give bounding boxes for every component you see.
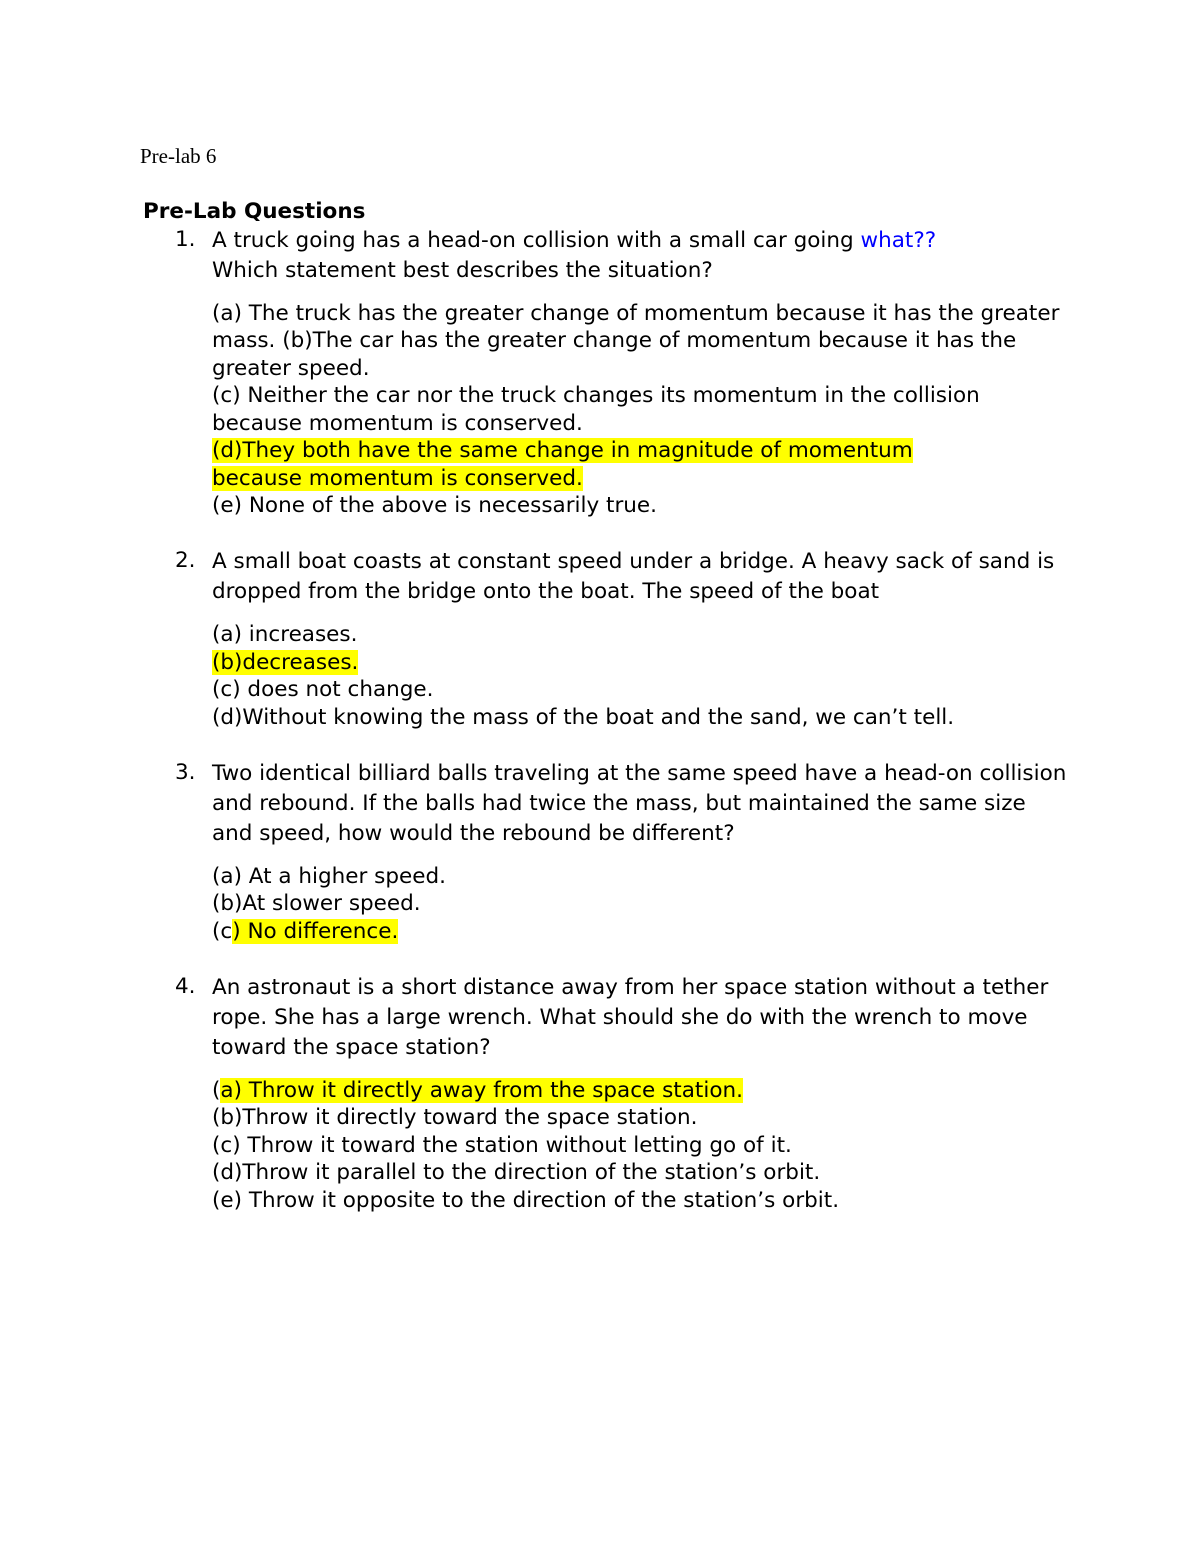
question-1 xyxy=(143,226,1073,520)
option-a-correct xyxy=(212,1077,1073,1105)
question-2 xyxy=(143,547,1073,731)
option-d-correct xyxy=(212,437,1073,492)
inline-comment-link: what?? xyxy=(860,227,937,253)
answer-options xyxy=(212,300,1073,520)
highlighted-answer-cont: because momentum is conserved. xyxy=(212,465,583,491)
option-e: (e) Throw it opposite to the direction of the station’s orbit. xyxy=(212,1187,840,1213)
option-c: (c) Throw it toward the station without letting go of it. xyxy=(212,1132,792,1158)
option-b: (b)At slower speed. xyxy=(212,891,421,916)
stem-text-2: Which statement best describes the situation? xyxy=(212,257,713,283)
highlighted-answer: (d)They both have the same change in magnitude of momentum xyxy=(212,438,913,463)
option-a: (a) At a higher speed. xyxy=(212,863,446,889)
question-4 xyxy=(143,973,1073,1215)
option-d: (d)Without knowing the mass of the boat and the sand, we can’t tell. xyxy=(212,704,955,730)
option-prefix: ( xyxy=(212,1077,221,1103)
question-stem: An astronaut is a short distance away from her space station without a tether rope. She has a large wrench. What should she do with the wrench to move toward the space station? xyxy=(212,974,1049,1060)
highlighted-answer: (b)decreases. xyxy=(212,649,359,675)
answer-options xyxy=(212,863,1073,946)
highlighted-answer: a) Throw it directly away from the space station. xyxy=(220,1077,743,1103)
document-body xyxy=(143,198,1073,1214)
question-number: 2. xyxy=(175,548,196,573)
highlighted-answer: ) No difference. xyxy=(232,918,399,944)
option-a: (a) The truck has the greater change of momentum because it has the greater mass. (b)The car has the greater change of momentum because it has the greater speed. xyxy=(212,300,1060,381)
option-e: (e) None of the above is necessarily true. xyxy=(212,493,657,518)
option-b-correct xyxy=(212,649,1073,677)
answer-options xyxy=(212,1077,1073,1215)
answer-options xyxy=(212,621,1073,731)
question-number: 4. xyxy=(175,973,196,999)
option-prefix: (c xyxy=(212,918,233,944)
option-b: (b)Throw it directly toward the space station. xyxy=(212,1105,698,1130)
section-title: Pre-Lab Questions xyxy=(143,199,366,224)
stem-text: A truck going has a head-on collision with a small car going xyxy=(212,227,861,253)
option-c: (c) does not change. xyxy=(212,677,434,702)
option-a: (a) increases. xyxy=(212,622,358,647)
question-number: 1. xyxy=(175,226,196,252)
question-stem: A small boat coasts at constant speed under a bridge. A heavy sack of sand is dropped from the bridge onto the boat. The speed of the boat xyxy=(212,549,1055,604)
option-c: (c) Neither the car nor the truck changes its momentum in the collision because momentum is conserved. xyxy=(212,383,980,436)
question-3 xyxy=(143,759,1073,946)
option-d: (d)Throw it parallel to the direction of the station’s orbit. xyxy=(212,1160,821,1185)
question-stem xyxy=(212,226,1073,286)
question-number: 3. xyxy=(175,759,196,785)
option-c-correct xyxy=(212,918,1073,946)
question-stem: Two identical billiard balls traveling at the same speed have a head-on collision and rebound. If the balls had twice the mass, but maintained the same size and speed, how would the rebound be different? xyxy=(212,760,1067,846)
page-header: Pre-lab 6 xyxy=(140,144,217,168)
